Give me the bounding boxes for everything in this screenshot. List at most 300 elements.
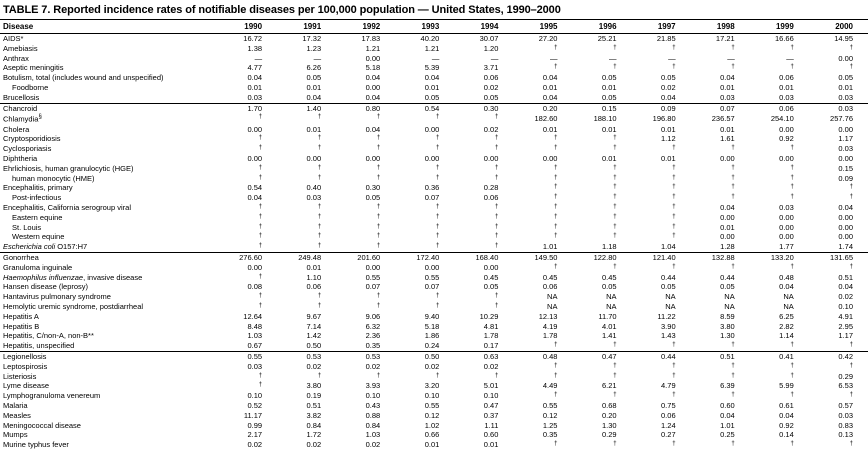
rate-cell: 0.01 <box>661 124 676 134</box>
rate-cell: 0.00 <box>838 212 853 222</box>
disease-label: St. Louis <box>12 222 42 232</box>
rate-cell: 0.05 <box>424 92 440 102</box>
rate-cell: † <box>613 184 617 191</box>
disease-label: Mumps <box>3 430 28 440</box>
rate-cell: † <box>613 362 617 369</box>
rate-cell: 1.21 <box>365 43 381 53</box>
rate-cell: 0.01 <box>720 124 735 134</box>
rate-cell: 2.82 <box>779 321 794 331</box>
rate-cell: 1.28 <box>720 242 735 252</box>
rate-cell: † <box>554 145 558 152</box>
rate-cell: 6.32 <box>365 321 381 331</box>
rate-cell: 4.01 <box>601 321 617 331</box>
rate-cell: 11.70 <box>598 311 617 321</box>
rate-cell: 0.04 <box>247 193 263 203</box>
rate-cell: 3.71 <box>483 63 499 73</box>
rate-cell: † <box>672 213 676 220</box>
rate-cell: † <box>613 392 617 399</box>
rate-cell: † <box>376 135 381 142</box>
rate-cell: † <box>495 233 499 240</box>
rate-cell: 0.02 <box>247 440 263 450</box>
rate-cell: 1.77 <box>779 242 794 252</box>
rate-cell: 276.60 <box>239 253 263 263</box>
rate-cell: 0.04 <box>779 282 794 292</box>
table-row <box>0 391 868 401</box>
rate-cell: † <box>672 372 676 379</box>
disease-label: Western equine <box>12 232 65 242</box>
table-row <box>0 381 868 391</box>
table-title: TABLE 7. Reported incidence rates of notifiable diseases per 100,000 population — United States, 1990–2000 <box>3 4 561 16</box>
rate-cell: 0.92 <box>779 134 794 144</box>
rate-cell: 0.55 <box>542 400 558 410</box>
rate-cell: † <box>613 64 617 71</box>
rate-cell: 0.05 <box>601 73 617 83</box>
rate-cell: † <box>554 174 558 181</box>
rate-cell: 0.04 <box>838 282 853 292</box>
rate-cell: 5.18 <box>365 63 381 73</box>
rate-cell: 0.06 <box>779 73 794 83</box>
column-header: 1995 <box>513 20 572 34</box>
rate-cell: † <box>435 164 440 171</box>
rate-cell: 0.00 <box>720 232 735 242</box>
rate-cell: 0.19 <box>306 391 322 401</box>
rate-cell: † <box>613 145 617 152</box>
table-row <box>0 44 868 54</box>
rate-cell: 0.03 <box>720 92 735 102</box>
rate-cell: † <box>554 184 558 191</box>
rate-cell: 0.42 <box>838 352 853 361</box>
rate-cell: † <box>554 362 558 369</box>
rate-cell: † <box>731 194 735 201</box>
rate-cell: † <box>435 303 440 310</box>
rate-cell: 1.42 <box>306 331 322 341</box>
rate-cell: † <box>731 184 735 191</box>
rate-cell: † <box>258 372 263 379</box>
rate-cell: † <box>376 293 381 300</box>
rate-cell: † <box>672 64 676 71</box>
table-row <box>0 263 868 273</box>
rate-cell: — <box>727 53 735 63</box>
rate-cell: † <box>435 174 440 181</box>
rate-cell: 1.38 <box>247 43 263 53</box>
disease-label: Murine typhus fever <box>3 440 69 450</box>
rate-cell: 1.04 <box>661 242 676 252</box>
rate-cell: 9.40 <box>424 311 440 321</box>
rate-cell: 0.47 <box>601 352 617 361</box>
rate-cell: 0.48 <box>779 272 794 282</box>
rate-cell: 0.37 <box>483 410 499 420</box>
rate-cell: 0.01 <box>424 440 440 450</box>
rate-cell: † <box>554 441 558 448</box>
rate-cell: 0.24 <box>424 341 440 351</box>
rate-cell: † <box>495 164 499 171</box>
rate-cell: 0.55 <box>365 272 381 282</box>
rate-cell: 0.10 <box>247 391 263 401</box>
rate-cell: 0.12 <box>424 410 440 420</box>
disease-label: Lymphogranuloma venereum <box>3 391 101 401</box>
rate-cell: † <box>790 64 794 71</box>
rate-cell: 12.64 <box>243 311 263 321</box>
rate-cell: 0.00 <box>720 154 735 164</box>
rate-cell: † <box>317 303 322 310</box>
rate-cell: 0.04 <box>720 410 735 420</box>
column-header: Disease <box>0 20 218 34</box>
rate-cell: 0.00 <box>365 154 381 164</box>
rate-cell: 0.75 <box>661 400 676 410</box>
rate-cell: NA <box>724 302 735 312</box>
disease-label: Gonorrhea <box>3 253 39 263</box>
rate-cell: † <box>672 263 676 270</box>
rate-cell: † <box>790 372 794 379</box>
table-row <box>0 83 868 93</box>
rate-cell: 0.02 <box>306 361 322 371</box>
rate-cell: 168.40 <box>475 253 499 263</box>
rate-cell: 2.95 <box>838 321 853 331</box>
disease-label: Hansen disease (leprosy) <box>3 282 89 292</box>
disease-label: Anthrax <box>3 53 29 63</box>
rate-cell: 1.12 <box>661 134 676 144</box>
rate-cell: 6.53 <box>838 381 853 391</box>
rate-cell: 0.20 <box>542 103 558 113</box>
rate-cell: 0.01 <box>720 222 735 232</box>
rate-cell: † <box>672 164 676 171</box>
rate-cell: 0.84 <box>306 420 322 430</box>
rate-cell: 0.35 <box>542 430 558 440</box>
rate-cell: — <box>609 53 617 63</box>
disease-label: Cholera <box>3 124 30 134</box>
rate-cell: 10.29 <box>479 311 499 321</box>
rate-cell: 3.80 <box>306 381 322 391</box>
rate-cell: 1.23 <box>306 43 322 53</box>
rate-cell: † <box>435 135 440 142</box>
rate-cell: 0.00 <box>838 53 853 63</box>
rate-cell: 0.03 <box>838 103 853 113</box>
rate-cell: † <box>849 263 853 270</box>
rate-cell: 1.01 <box>720 420 735 430</box>
rate-cell: † <box>258 174 263 181</box>
table-row <box>0 183 868 193</box>
table-row <box>0 134 868 144</box>
rate-cell: † <box>258 135 263 142</box>
rate-cell: 0.05 <box>365 193 381 203</box>
rate-cell: † <box>554 135 558 142</box>
rate-cell: — <box>431 53 440 63</box>
rate-cell: 0.01 <box>306 124 322 134</box>
rate-cell: 0.51 <box>720 352 735 361</box>
rate-cell: 1.70 <box>247 103 263 113</box>
column-header: 1999 <box>750 20 809 34</box>
rate-cell: 121.40 <box>652 253 676 263</box>
table-row <box>0 154 868 164</box>
table-row <box>0 302 868 312</box>
rate-cell: 0.52 <box>247 400 263 410</box>
rate-cell: 0.14 <box>779 430 794 440</box>
rate-cell: † <box>376 114 381 121</box>
rate-cell: — <box>254 53 263 63</box>
rate-cell: † <box>790 342 794 349</box>
rate-cell: † <box>495 174 499 181</box>
rate-cell: NA <box>606 292 617 302</box>
table-section <box>0 34 868 104</box>
rate-cell: † <box>495 303 499 310</box>
rate-cell: † <box>613 194 617 201</box>
rate-cell: † <box>672 342 676 349</box>
disease-label: Ehrlichiosis, human granulocytic (HGE) <box>3 163 134 173</box>
disease-label: Encephalitis, primary <box>3 183 73 193</box>
table-row <box>0 421 868 431</box>
rate-cell: 3.93 <box>365 381 381 391</box>
rate-cell: † <box>731 392 735 399</box>
table-row <box>0 352 868 362</box>
rate-cell: † <box>613 342 617 349</box>
disease-label: Botulism, total (includes wound and unspecified) <box>3 73 164 83</box>
rate-cell: 1.02 <box>424 420 440 430</box>
rate-cell: 4.81 <box>483 321 499 331</box>
table-row <box>0 411 868 421</box>
rate-cell: † <box>613 164 617 171</box>
rate-cell: 3.90 <box>661 321 676 331</box>
rate-cell: † <box>317 223 322 230</box>
rate-cell: 0.03 <box>838 92 853 102</box>
rate-cell: † <box>554 44 558 51</box>
disease-label: Leptospirosis <box>3 361 48 371</box>
rate-cell: 0.53 <box>365 352 381 361</box>
disease-label: Aseptic meningitis <box>3 63 64 73</box>
disease-label: Listeriosis <box>3 371 37 381</box>
rate-cell: 1.18 <box>601 242 617 252</box>
rate-cell: † <box>849 342 853 349</box>
rate-cell: 0.00 <box>838 222 853 232</box>
rate-cell: 0.01 <box>424 82 440 92</box>
rate-cell: † <box>790 164 794 171</box>
rate-cell: 0.01 <box>601 154 617 164</box>
rate-cell: 188.10 <box>593 114 617 124</box>
rate-cell: † <box>731 342 735 349</box>
rate-cell: 0.04 <box>247 73 263 83</box>
incidence-table <box>0 19 868 450</box>
rate-cell: 0.36 <box>424 183 440 193</box>
disease-label: Meningococcal disease <box>3 420 81 430</box>
rate-cell: 0.55 <box>424 400 440 410</box>
rate-cell: 0.00 <box>247 154 263 164</box>
table-row <box>0 203 868 213</box>
rate-cell: 0.00 <box>779 212 794 222</box>
rate-cell: † <box>672 362 676 369</box>
rate-cell: 0.00 <box>424 154 440 164</box>
rate-cell: † <box>849 64 853 71</box>
rate-cell: † <box>495 204 499 211</box>
rate-cell: 0.06 <box>779 103 794 113</box>
table-row <box>0 232 868 242</box>
disease-label: Hantavirus pulmonary syndrome <box>3 292 111 302</box>
rate-cell: 0.02 <box>365 361 381 371</box>
rate-cell: 1.78 <box>542 331 558 341</box>
rate-cell: 3.82 <box>306 410 322 420</box>
column-header: 1990 <box>218 20 277 34</box>
rate-cell: † <box>495 213 499 220</box>
rate-cell: 0.41 <box>779 352 794 361</box>
rate-cell: NA <box>547 302 558 312</box>
rate-cell: † <box>258 213 263 220</box>
rate-cell: NA <box>547 292 558 302</box>
rate-cell: 1.24 <box>661 420 676 430</box>
rate-cell: 0.00 <box>424 262 440 272</box>
table-row <box>0 63 868 73</box>
table-section <box>0 103 868 252</box>
rate-cell: 0.44 <box>661 272 676 282</box>
rate-cell: 0.03 <box>247 92 263 102</box>
rate-cell: 0.04 <box>424 73 440 83</box>
rate-cell: 0.92 <box>779 420 794 430</box>
rate-cell: † <box>495 145 499 152</box>
rate-cell: 0.12 <box>542 410 558 420</box>
rate-cell: 0.99 <box>247 420 263 430</box>
rate-cell: — <box>668 53 676 63</box>
rate-cell: † <box>790 263 794 270</box>
rate-cell: 6.26 <box>306 63 322 73</box>
rate-cell: 0.02 <box>424 361 440 371</box>
table-row <box>0 372 868 382</box>
rate-cell: † <box>672 174 676 181</box>
rate-cell: † <box>613 263 617 270</box>
rate-cell: † <box>554 342 558 349</box>
rate-cell: 1.40 <box>306 103 322 113</box>
rate-cell: † <box>554 204 558 211</box>
rate-cell: 0.00 <box>483 262 499 272</box>
table-row <box>0 213 868 223</box>
rate-cell: 16.72 <box>243 34 263 43</box>
rate-cell: 0.04 <box>838 203 853 213</box>
rate-cell: 27.20 <box>538 34 558 43</box>
rate-cell: 0.01 <box>306 262 322 272</box>
rate-cell: † <box>317 164 322 171</box>
rate-cell: 1.03 <box>365 430 381 440</box>
rate-cell: † <box>849 392 853 399</box>
rate-cell: † <box>731 145 735 152</box>
rate-cell: 9.67 <box>306 311 322 321</box>
rate-cell: † <box>849 441 853 448</box>
rate-cell: 1.03 <box>247 331 263 341</box>
rate-cell: † <box>435 372 440 379</box>
rate-cell: 0.01 <box>542 124 558 134</box>
rate-cell: 3.20 <box>424 381 440 391</box>
rate-cell: 4.91 <box>838 311 853 321</box>
rate-cell: 0.84 <box>365 420 381 430</box>
table-row <box>0 430 868 440</box>
rate-cell: 0.80 <box>365 103 381 113</box>
rate-cell: 0.13 <box>838 430 853 440</box>
rate-cell: 40.20 <box>420 34 440 43</box>
rate-cell: † <box>672 44 676 51</box>
rate-cell: 0.51 <box>306 400 322 410</box>
disease-label: AIDS* <box>3 34 24 43</box>
rate-cell: 17.21 <box>715 34 735 43</box>
rate-cell: † <box>790 392 794 399</box>
rate-cell: † <box>672 392 676 399</box>
table-row <box>0 273 868 283</box>
rate-cell: † <box>258 114 263 121</box>
rate-cell: † <box>731 362 735 369</box>
disease-label: Malaria <box>3 400 28 410</box>
rate-cell: 0.10 <box>483 391 499 401</box>
rate-cell: † <box>731 164 735 171</box>
rate-cell: 0.68 <box>601 400 617 410</box>
rate-cell: † <box>495 223 499 230</box>
disease-label: Amebiasis <box>3 43 38 53</box>
disease-label: Eastern equine <box>12 212 63 222</box>
table-row <box>0 331 868 341</box>
rate-cell: 0.04 <box>661 92 676 102</box>
disease-label: Chancroid <box>3 103 38 113</box>
rate-cell: — <box>549 53 558 63</box>
rate-cell: † <box>731 263 735 270</box>
rate-cell: 0.66 <box>424 430 440 440</box>
rate-cell: 254.10 <box>770 114 794 124</box>
rate-cell: 0.04 <box>306 92 322 102</box>
rate-cell: 1.30 <box>601 420 617 430</box>
rate-cell: 0.00 <box>838 124 853 134</box>
rate-cell: 0.04 <box>720 203 735 213</box>
rate-cell: 201.60 <box>357 253 381 263</box>
rate-cell: NA <box>665 292 676 302</box>
disease-label: Post-infectious <box>12 193 62 203</box>
rate-cell: 1.17 <box>838 134 853 144</box>
rate-cell: † <box>790 145 794 152</box>
rate-cell: NA <box>783 302 794 312</box>
rate-cell: 1.14 <box>779 331 794 341</box>
rate-cell: † <box>554 263 558 270</box>
rate-cell: 8.48 <box>247 321 263 331</box>
rate-cell: NA <box>606 302 617 312</box>
rate-cell: † <box>376 303 381 310</box>
rate-cell: † <box>495 243 499 250</box>
rate-cell: 0.40 <box>306 183 322 193</box>
table-row <box>0 440 868 450</box>
rate-cell: 0.54 <box>424 103 440 113</box>
rate-cell: † <box>613 233 617 240</box>
rate-cell: 0.51 <box>838 272 853 282</box>
rate-cell: † <box>731 441 735 448</box>
rate-cell: † <box>435 293 440 300</box>
rate-cell: † <box>495 135 499 142</box>
rate-cell: † <box>376 243 381 250</box>
rate-cell: 0.10 <box>424 391 440 401</box>
rate-cell: 7.14 <box>306 321 322 331</box>
rate-cell: 0.09 <box>838 173 853 183</box>
rate-cell: 0.01 <box>720 82 735 92</box>
rate-cell: 14.95 <box>834 34 853 43</box>
column-header: 1993 <box>395 20 454 34</box>
rate-cell: 0.04 <box>542 73 558 83</box>
rate-cell: 0.02 <box>661 82 676 92</box>
rate-cell: † <box>849 184 853 191</box>
rate-cell: 0.30 <box>365 183 381 193</box>
rate-cell: 0.03 <box>779 203 794 213</box>
disease-label: Encephalitis, California serogroup viral <box>3 203 131 213</box>
rate-cell: 0.05 <box>838 73 853 83</box>
rate-cell: 182.60 <box>534 114 558 124</box>
rate-cell: 17.32 <box>302 34 322 43</box>
disease-label: Hepatitis B <box>3 321 40 331</box>
rate-cell: 0.60 <box>483 430 499 440</box>
table-section <box>0 253 868 352</box>
rate-cell: † <box>495 293 499 300</box>
disease-label: Cyclosporiasis <box>3 144 52 154</box>
rate-cell: 1.01 <box>542 242 558 252</box>
rate-cell: † <box>849 362 853 369</box>
rate-cell: 0.01 <box>247 82 263 92</box>
column-header: 2000 <box>809 20 868 34</box>
